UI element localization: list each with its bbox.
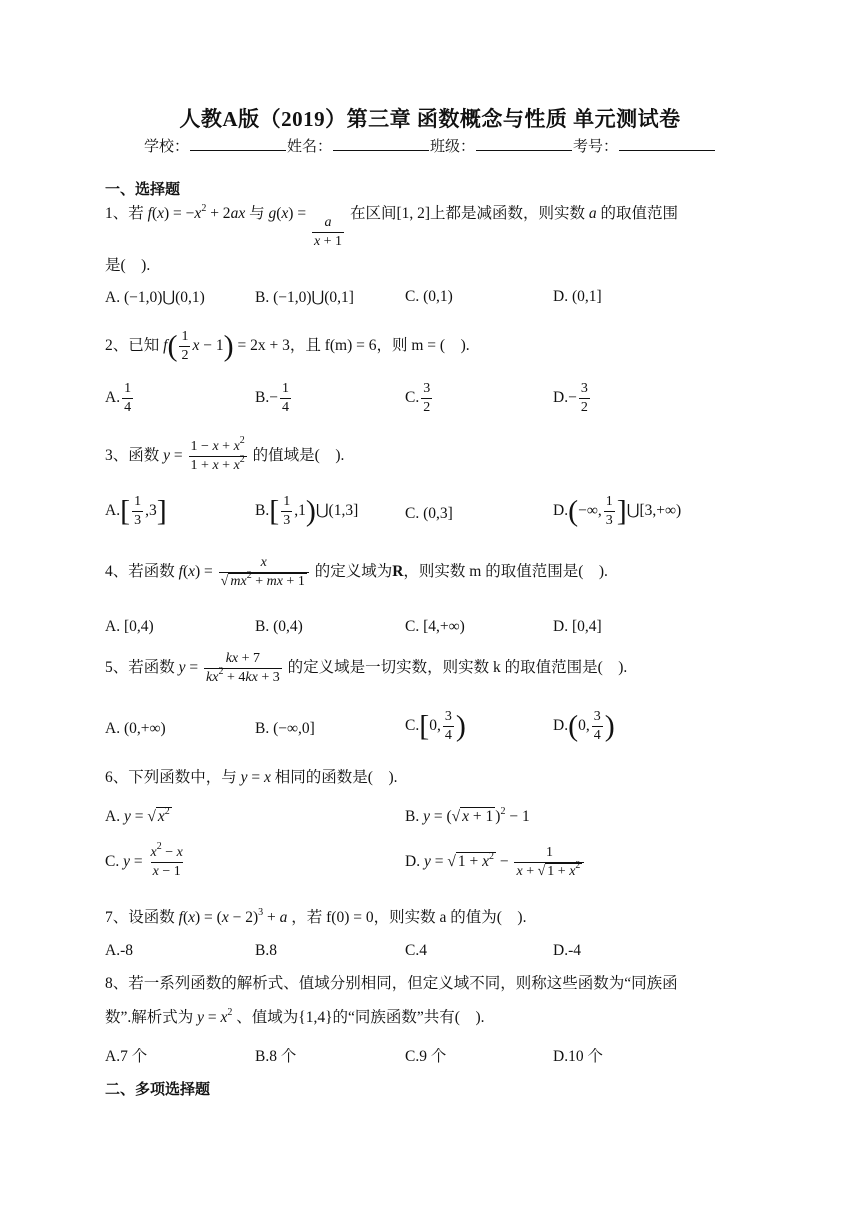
q8-option-d[interactable]: D.10 个 (553, 1048, 603, 1065)
exam-no-blank[interactable] (619, 137, 715, 151)
q5-option-b[interactable]: B. (−∞,0] (255, 720, 315, 737)
q1-option-d[interactable]: D. (0,1] (553, 288, 602, 305)
q1-option-b[interactable]: B. (−1,0)⋃(0,1] (255, 289, 354, 306)
q7-option-b[interactable]: B.8 (255, 942, 277, 959)
q2-option-b[interactable]: B.− $\frac{1}{4}$ (255, 381, 289, 415)
q6-option-c[interactable]: C. y = $\frac{x^2 - x}{x - 1}$ (105, 841, 183, 879)
q5-option-d[interactable]: D.(0, $\frac{3}{4}$ ) (553, 709, 615, 743)
q8-option-c[interactable]: C.9 个 (405, 1048, 447, 1065)
name-label: 姓名： (286, 139, 332, 155)
exam-no-label: 考号： (573, 139, 619, 155)
q6-option-d[interactable]: D. y = √ $1 + x^2$ − $\frac{1}{x + √ 1 + x^2}$ (405, 846, 586, 879)
school-blank[interactable] (190, 137, 286, 151)
q4-option-d[interactable]: D. [0,4] (553, 618, 602, 635)
q7-option-d[interactable]: D.-4 (553, 942, 581, 959)
question-4: 4、若函数 f(x) = $\frac{x}{√ mx^2 + mx + 1}$ 的定义域为R，则实数 m 的取值范围是( ). (105, 555, 608, 589)
question-3: 3、函数 y = $\frac{1 - x + x^2}{1 + x + x^2}$ 的值域是( ). (105, 435, 345, 473)
q3-option-a[interactable]: A.[ $\frac{1}{3}$ ,3] (105, 494, 167, 528)
q4-option-c[interactable]: C. [4,+∞) (405, 618, 465, 635)
q6-option-b[interactable]: B. y = (√ x + 1 )$^2$ − 1 (405, 806, 530, 825)
q7-option-c[interactable]: C.4 (405, 942, 427, 959)
class-blank[interactable] (476, 137, 572, 151)
q3-option-b[interactable]: B.[ $\frac{1}{3}$ ,1)⋃(1,3] (255, 494, 359, 528)
section-heading-multi-choice: 二、多项选择题 (105, 1082, 211, 1098)
q5-option-c[interactable]: C.[0, $\frac{3}{4}$ ) (405, 709, 466, 743)
q2-option-c[interactable]: C. $\frac{3}{2}$ (405, 381, 431, 415)
question-1-line2: 是( ). (105, 257, 151, 274)
question-6: 6、下列函数中，与 y = x 相同的函数是( ). (105, 769, 398, 786)
question-8-line2: 数”.解析式为 $y = x^2$ 、值域为{1,4}的“同族函数”共有( ). (105, 1007, 485, 1026)
q2-option-a[interactable]: A. $\frac{1}{4}$ (105, 381, 132, 415)
q5-option-a[interactable]: A. (0,+∞) (105, 720, 166, 737)
q3-option-c[interactable]: C. (0,3] (405, 505, 453, 522)
question-5: 5、若函数 y = $\frac{kx + 7}{kx^2 + 4kx + 3}$ 的定义域是一切实数，则实数 k 的取值范围是( ). (105, 651, 628, 685)
question-2: 2、已知 f( $\frac{1}{2}$ x − 1) = 2x + 3，且 f(m) = 6，则 m = ( ). (105, 329, 470, 363)
page-title: 人教A版（2019）第三章 函数概念与性质 单元测试卷 (179, 107, 681, 131)
q3-option-d[interactable]: D.(−∞, $\frac{1}{3}$ ]⋃[3,+∞) (553, 494, 682, 528)
name-blank[interactable] (333, 137, 429, 151)
class-label: 班级： (430, 139, 476, 155)
q1-option-c[interactable]: C. (0,1) (405, 288, 453, 305)
section-heading-single-choice: 一、选择题 (105, 182, 181, 198)
q7-option-a[interactable]: A.-8 (105, 942, 133, 959)
question-7: 7、设函数 $f(x) = (x - 2)^3 + a$ ，若 f(0) = 0，则实数 a 的值为( ). (105, 907, 527, 926)
q4-option-a[interactable]: A. [0,4) (105, 618, 154, 635)
question-8-line1: 8、若一系列函数的解析式、值域分别相同，但定义域不同，则称这些函数为“同族函 (105, 975, 678, 992)
q6-option-a[interactable]: A. y = √ $x^2$ (105, 806, 170, 825)
school-label: 学校： (143, 139, 189, 155)
q8-option-b[interactable]: B.8 个 (255, 1048, 297, 1065)
student-info-line (0, 135, 860, 156)
q8-option-a[interactable]: A.7 个 (105, 1048, 148, 1065)
q4-option-b[interactable]: B. (0,4) (255, 618, 303, 635)
q2-option-d[interactable]: D.− $\frac{3}{2}$ (553, 381, 588, 415)
question-1: 1、若 $f(x) = -x^2 + 2ax$ 与 g(x) = $\frac{a}{x + 1}$ 在区间[1, 2]上都是减函数，则实数 a 的取值范围 (105, 203, 679, 249)
q1-option-a[interactable]: A. (−1,0)⋃(0,1) (105, 289, 205, 306)
